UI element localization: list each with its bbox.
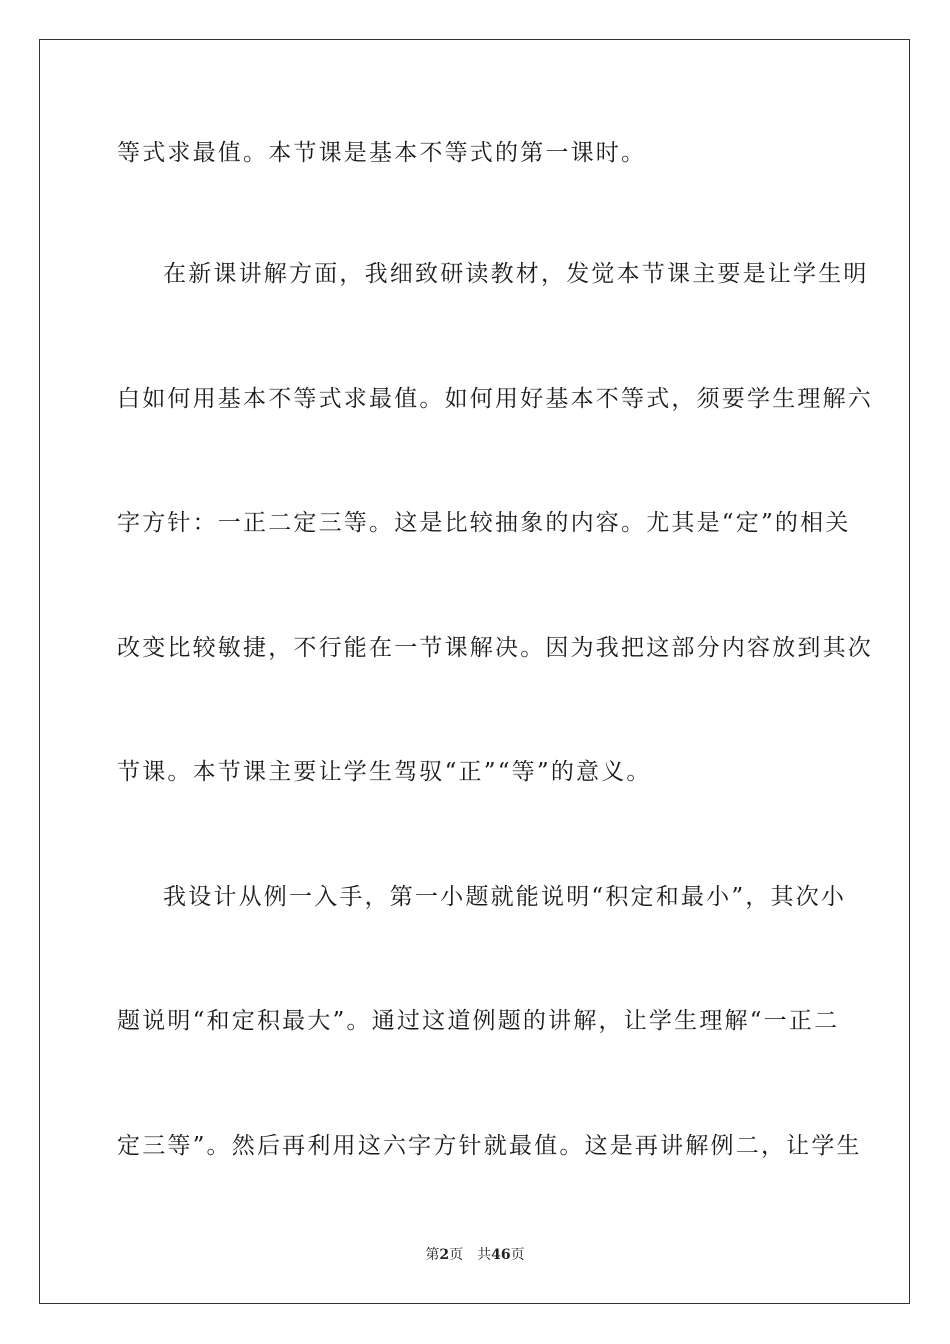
paragraph-line: 字方针：一正二定三等。这是比较抽象的内容。尤其是“定”的相关 bbox=[117, 510, 851, 536]
page-frame bbox=[39, 39, 910, 1304]
page-number: 2 bbox=[439, 1247, 450, 1263]
total-pages: 46 bbox=[491, 1247, 511, 1263]
page-suffix: 页 bbox=[449, 1247, 464, 1263]
paragraph-line: 我设计从例一入手，第一小题就能说明“积定和最小”，其次小 bbox=[163, 884, 847, 910]
paragraph-line: 定三等”。然后再利用这六字方针就最值。这是再讲解例二，让学生 bbox=[117, 1133, 862, 1159]
page-prefix: 第 bbox=[425, 1247, 440, 1263]
page-footer bbox=[0, 1246, 950, 1264]
paragraph-line: 等式求最值。本节课是基本不等式的第一课时。 bbox=[117, 140, 647, 166]
total-suffix: 页 bbox=[510, 1247, 525, 1263]
paragraph-line: 白如何用基本不等式求最值。如何用好基本不等式，须要学生理解六 bbox=[117, 386, 873, 412]
paragraph-line: 题说明“和定积最大”。通过这道例题的讲解，让学生理解“一正二 bbox=[117, 1008, 840, 1034]
paragraph-line: 节课。本节课主要让学生驾驭“正”“等”的意义。 bbox=[117, 759, 652, 785]
paragraph-line: 改变比较敏捷，不行能在一节课解决。因为我把这部分内容放到其次 bbox=[117, 635, 873, 661]
paragraph-line: 在新课讲解方面，我细致研读教材，发觉本节课主要是让学生明 bbox=[163, 261, 869, 287]
total-prefix: 共 bbox=[477, 1247, 492, 1263]
